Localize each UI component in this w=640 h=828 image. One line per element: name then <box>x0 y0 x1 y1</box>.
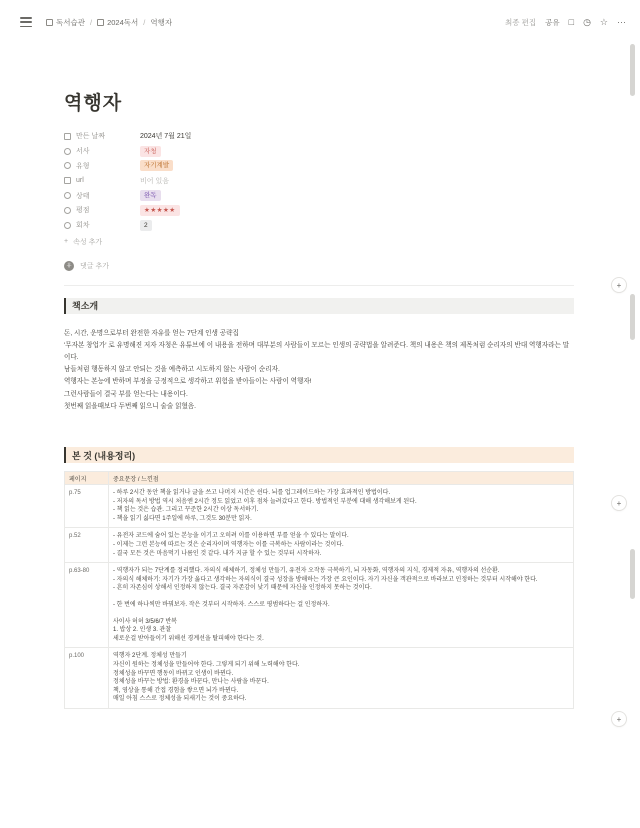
breadcrumb-separator: / <box>89 17 93 27</box>
breadcrumb-separator: / <box>143 17 146 27</box>
calendar-icon <box>64 133 71 140</box>
scrollbar-thumb[interactable] <box>630 44 635 96</box>
plus-icon: + <box>64 238 69 246</box>
table-row[interactable] <box>65 563 574 648</box>
add-block-button[interactable]: + <box>612 496 626 510</box>
paragraph[interactable]: '무자본 창업가' 로 유명해진 저자 자청은 유튜브에 이 내용을 전하며 대부분의 사람들이 모르는 인생의 공략법을 알려준다. 책의 내용은 책의 제목처럼 순리자의 반대 역행자라는 말이다. <box>64 341 570 361</box>
note-line: - 저자의 독서 방법 역시 처음엔 2시간 정도 읽었고 이후 점차 늘려갔다고 한다. 방법적인 부분에 대해 생각해보게 된다. <box>113 498 417 505</box>
property-row[interactable]: 서사 자청 <box>64 144 574 159</box>
add-comment[interactable]: 유 댓글 추가 <box>64 261 574 271</box>
property-tag: 자청 <box>140 146 161 157</box>
paragraph[interactable]: 돈, 시간, 운명으로부터 완전한 자유를 얻는 7단계 인생 공략집 <box>64 329 239 337</box>
add-block-button[interactable]: + <box>612 278 626 292</box>
note-cell[interactable] <box>109 563 574 648</box>
breadcrumb-item[interactable]: 2024독서 <box>97 17 138 28</box>
page-cell[interactable]: p.100 <box>65 648 109 709</box>
divider <box>64 285 574 286</box>
property-row[interactable]: 만든 날짜 2024년 7월 21일 <box>64 129 574 144</box>
note-line: - 역행자가 되는 7단계를 정리했다. 자의식 해체하기, 정체성 만들기, 유전자 오작동 극복하기, 뇌 자동화, 역행자의 지식, 경제적 자유, 역행자의 선순환. <box>113 568 500 575</box>
paragraph[interactable]: 남들처럼 행동하지 않고 안되는 것을 예측하고 시도하지 않는 사람이 순리자. <box>64 366 280 374</box>
note-line: 정체성을 바꾸는 방법: 환경을 바꾼다, 만나는 사람을 바꾼다. <box>113 679 269 686</box>
add-property-button[interactable]: + 속성 추가 <box>64 238 103 246</box>
scrollbar[interactable] <box>630 44 636 804</box>
property-row[interactable]: url 비어 있음 <box>64 173 574 188</box>
property-tag: 완독 <box>140 190 161 201</box>
note-line: 정체성을 바꾸면 행동이 바뀌고 인생이 바뀐다. <box>113 670 234 677</box>
breadcrumb-item-current[interactable]: 역행자 <box>150 17 173 27</box>
add-block-button[interactable]: + <box>612 712 626 726</box>
note-line: 매일 아침 스스로 정체성을 되새기는 것이 중요하다. <box>113 696 247 703</box>
property-value-empty: 비어 있음 <box>140 177 169 185</box>
property-row[interactable]: 회차 2 <box>64 218 574 233</box>
page-icon <box>97 19 104 26</box>
edited-label: 최종 편집 <box>505 17 537 27</box>
section-heading-notes[interactable]: 본 것 (내용정리) <box>64 447 574 463</box>
note-line: 사이사 허허 3/5/6/7 반복 <box>113 618 177 625</box>
note-line: - 책 읽는 것은 습관. 그리고 꾸준한 2시간 이상 독서하기. <box>113 507 259 514</box>
property-tag: 2 <box>140 220 152 231</box>
property-row[interactable]: 평점 ★★★★★ <box>64 203 574 218</box>
note-line <box>113 610 569 618</box>
notes-table <box>64 471 574 709</box>
column-header[interactable]: 페이지 <box>65 472 109 485</box>
note-line: - 유전자 코드에 숨어 있는 본능을 이기고 오히려 이를 이용하면 부를 얻을 수 있다는 말이다. <box>113 533 349 540</box>
scrollbar-thumb[interactable] <box>630 549 635 599</box>
circle-icon <box>64 148 71 155</box>
note-line: - 책을 읽기 싫다면 1주일에 하루, 그것도 30분만 읽자. <box>113 515 252 522</box>
page-content <box>64 88 574 709</box>
note-line: - 하루 2시간 동안 책을 읽거나 글을 쓰고 나머지 시간은 쉰다. 뇌를 업그레이드하는 가장 효과적인 방법이다. <box>113 490 391 496</box>
note-cell[interactable] <box>109 648 574 709</box>
table-row[interactable] <box>65 648 574 709</box>
comment-icon[interactable]: □ <box>568 16 575 27</box>
history-icon[interactable]: ◷ <box>583 16 591 27</box>
note-cell[interactable] <box>109 528 574 563</box>
column-header[interactable]: 중요문장 / 느낀점 <box>109 472 574 485</box>
property-list <box>64 129 574 249</box>
paragraph[interactable]: 그런사람들이 결국 부를 얻는다는 내용이다. <box>64 390 188 398</box>
note-line: 역행자 2단계. 정체성 만들기 <box>113 653 187 660</box>
circle-icon <box>64 162 71 169</box>
note-line: 1. 밥상 2. 인생 3. 관찰 <box>113 627 172 634</box>
circle-icon <box>64 222 71 229</box>
page-cell[interactable]: p.63-80 <box>65 563 109 648</box>
link-icon <box>64 177 71 184</box>
note-line: - 자의식 해체하기: 자기가 가장 옳다고 생각하는 자의식이 결국 성장을 방해하는 가장 큰 요인이다. 자기 자신을 객관적으로 바라보고 인정하는 것부터 시작해야 한다. <box>113 576 538 583</box>
sidebar-menu-icon[interactable] <box>20 17 32 27</box>
circle-icon <box>64 207 71 214</box>
section-heading-intro[interactable]: 책소개 <box>64 298 574 314</box>
note-line: 책, 영상을 통해 간접 경험을 쌓으면 뇌가 바뀐다. <box>113 687 239 694</box>
note-line: - 결국 모든 것은 마음먹기 나름인 것 같다. 내가 지금 할 수 있는 것부터 시작하자. <box>113 550 322 557</box>
page-cell[interactable]: p.75 <box>65 485 109 528</box>
page-cell[interactable]: p.52 <box>65 528 109 563</box>
circle-icon <box>64 192 71 199</box>
property-row[interactable]: 상태 완독 <box>64 188 574 203</box>
note-line: - 한 번에 하나씩만 바꿔보자. 작은 것부터 시작하자. 스스로 평범하다는 걸 인정하자. <box>113 601 330 608</box>
property-value: 2024년 7월 21일 <box>140 133 192 141</box>
top-actions <box>505 17 626 28</box>
notes-section <box>64 447 574 709</box>
share-button[interactable]: 공유 <box>545 17 560 27</box>
breadcrumb <box>46 17 172 28</box>
note-line: 세로운걸 받아들이기 위해선 경계선을 탈피해야 한다는 것. <box>113 635 264 642</box>
paragraph[interactable]: 첫번째 읽을때보다 두번째 읽으니 술술 읽혔음. <box>64 402 197 410</box>
breadcrumb-item[interactable]: 독서습관 <box>46 17 85 28</box>
star-icon[interactable]: ☆ <box>599 16 608 27</box>
table-row[interactable] <box>65 528 574 563</box>
more-icon[interactable]: ··· <box>617 16 626 27</box>
note-line: - 흔히 자존심이 상해서 인정하지 않는다. 결국 자존감이 낮기 때문에 자신을 인정하지 못하는 것이다. <box>113 585 372 592</box>
table-row[interactable] <box>65 485 574 528</box>
avatar: 유 <box>64 261 74 271</box>
table-body <box>65 485 574 709</box>
rating-tag: ★★★★★ <box>140 205 180 216</box>
note-cell[interactable] <box>109 485 574 528</box>
paragraph[interactable]: 역행자는 본능에 반하며 부정을 긍정적으로 생각하고 위험을 받아들이는 사람이 역행자! <box>64 378 312 386</box>
note-line <box>113 593 569 601</box>
property-row[interactable]: 유형 자기계발 <box>64 159 574 174</box>
note-line: 자신이 원하는 정체성을 만들어야 한다. 그렇게 되기 위해 노력해야 한다. <box>113 661 300 668</box>
property-tag: 자기계발 <box>140 160 173 171</box>
scrollbar-thumb[interactable] <box>630 294 635 340</box>
note-line: - 이제는 그런 본능에 따르는 것은 순리자이며 역행자는 이를 극복하는 사람이라는 것이다. <box>113 541 344 548</box>
intro-text <box>64 328 574 413</box>
page-icon <box>46 19 53 26</box>
top-bar <box>0 0 640 44</box>
page-title[interactable]: 역행자 <box>64 93 123 114</box>
